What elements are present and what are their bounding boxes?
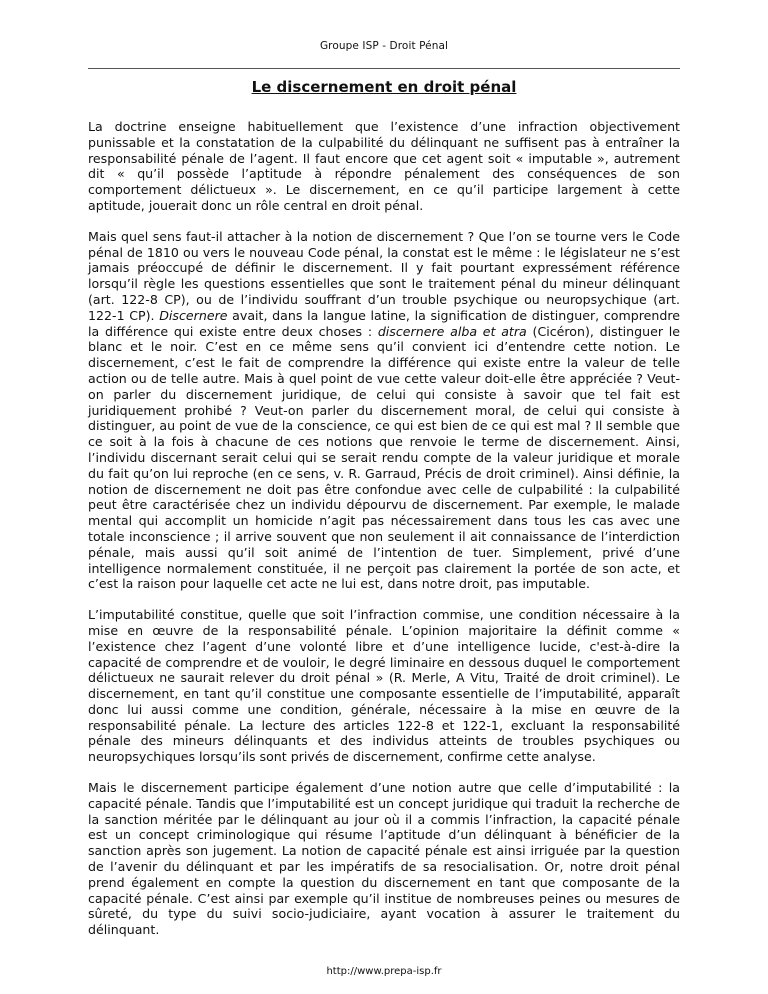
document-body [88, 119, 680, 953]
paragraph-text: Mais le discernement participe également d’une notion autre que celle d’imputabilité : la capacité pénale. Tandis que l’imputabilité est un concept juridique qui traduit la recherche de la sanction méritée par le délinquant au jour où il a commis l’infraction, la capacité pénale est un concept criminologique qui résume l’aptitude d’un délinquant à bénéficier de la sanction après son jugement. La notion de capacité pénale est ainsi irriguée par la question de l’avenir du délinquant et par les impératifs de sa resocialisation. Or, notre droit pénal prend également en compte la question du discernement en tant que composante de la capacité pénale. C’est ainsi par exemple qu’il institue de nombreuses peines ou mesures de sûreté, du type du suivi socio-judiciaire, ayant vocation à assurer le traitement du délinquant. [88, 780, 680, 938]
paragraph-text: Mais quel sens faut-il attacher à la notion de discernement ? Que l’on se tourne vers le Code pénal de 1810 ou vers le nouveau Code pénal, la constat est le même : le législateur ne s’est jamais préoccupé de définir le discernement. Il y fait pourtant expressément référence lorsqu’il règle les questions essentielles que sont le traitement pénal du mineur délinquant (art. 122-8 CP), ou de l’individu souffrant d’un trouble psychique ou neuropsychique (art. 122-1 CP). [88, 228, 680, 323]
page-title: Le discernement en droit pénal [251, 78, 517, 96]
body-paragraph [88, 229, 680, 592]
paragraph-text: L’imputabilité constitue, quelle que soit l’infraction commise, une condition nécessaire à la mise en œuvre de la responsabilité pénale. L’opinion majoritaire la définit comme « l’existence chez l’agent d’une volonté libre et d’une intelligence lucide, c'est-à-dire la capacité de comprendre et de vouloir, le degré liminaire en dessous duquel le comportement délictueux ne saurait relever du droit pénal » (R. Merle, A Vitu, Traité de droit criminel). Le discernement, en tant qu’il constitue une composante essentielle de l’imputabilité, apparaît donc lui aussi comme une condition, générale, nécessaire à la mise en œuvre de la responsabilité pénale. La lecture des articles 122-8 et 122-1, excluant la responsabilité pénale des mineurs délinquants et des individus atteints de troubles psychiques ou neuropsychiques lorsqu’ils sont privés de discernement, confirme cette analyse. [88, 607, 680, 765]
page-footer-url: http://www.prepa-isp.fr [326, 966, 442, 977]
body-paragraph [88, 780, 680, 938]
italic-term: Discernere [159, 307, 228, 323]
paragraph-text: (Cicéron), distinguer le blanc et le noir. C’est en ce même sens qu’il convient ici d’entendre cette notion. Le discernement, c’est le fait de comprendre la différence qui existe entre la valeur de telle action ou de telle autre. Mais à quel point de vue cette valeur doit-elle être appréciée ? Veut-on parler du discernement juridique, de celui qui consiste à savoir que tel fait est juridiquement prohibé ? Veut-on parler du discernement moral, de celui qui consiste à distinguer, au point de vue de la conscience, ce qui est bien de ce qui est mal ? Il semble que ce soit à la fois à chacune de ces notions que renvoie le terme de discernement. Ainsi, l’individu discernant serait celui qui se serait rendu compte de la valeur juridique et morale du fait qu’on lui reproche (en ce sens, v. R. Garraud, Précis de droit criminel). Ainsi définie, la notion de discernement ne doit pas être confondue avec celle de culpabilité : la culpabilité peut être caractérisée chez un individu dépourvu de discernement. Par exemple, le malade mental qui accomplit un homicide n’agit pas nécessairement dans tous les cas avec une totale inconscience ; il arrive souvent que non seulement il ait connaissance de l’interdiction pénale, mais aussi qu’il soit animé de l’intention de tuer. Simplement, privé d’une intelligence normalement constituée, il ne perçoit pas clairement la portée de son acte, et c’est la raison pour laquelle cet acte ne lui est, dans notre droit, pas imputable. [88, 323, 681, 592]
paragraph-text: avait, dans la langue latine, la signification de distinguer, comprendre la différence qui existe entre deux choses : [88, 307, 681, 339]
page-header: Groupe ISP - Droit Pénal [319, 40, 449, 52]
body-paragraph [88, 607, 680, 765]
italic-term: discernere alba et atra [377, 323, 527, 339]
body-paragraph [88, 119, 680, 214]
paragraph-text: La doctrine enseigne habituellement que l’existence d’une infraction objectivement punissable et la constatation de la culpabilité du délinquant ne suffisent pas à entraîner la responsabilité pénale de l’agent. Il faut encore que cet agent soit « imputable », autrement dit « qu’il possède l’aptitude à répondre pénalement des conséquences de son comportement délictueux ». Le discernement, en ce qu’il participe largement à cette aptitude, jouerait donc un rôle central en droit pénal. [88, 119, 680, 213]
header-divider [88, 68, 680, 69]
